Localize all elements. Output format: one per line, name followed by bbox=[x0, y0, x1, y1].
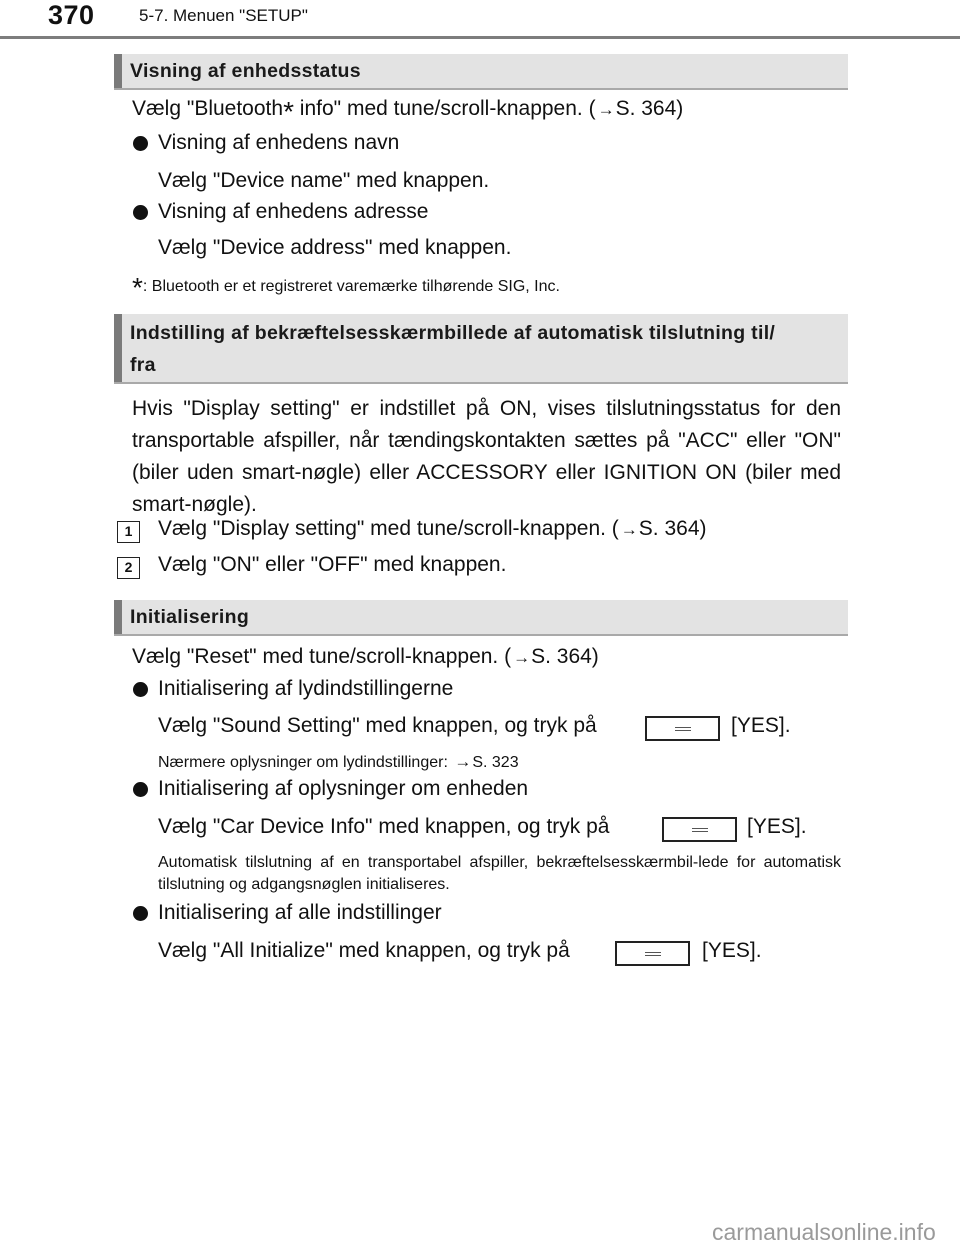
page-ref-link[interactable]: S. 364) bbox=[615, 97, 684, 120]
step-number-badge: 2 bbox=[117, 557, 140, 579]
bullet-icon bbox=[133, 682, 148, 697]
arrow-icon: → bbox=[620, 520, 638, 539]
s1-bullet2-title: Visning af enhedens adresse bbox=[158, 200, 429, 223]
heading-bar bbox=[114, 314, 122, 382]
s3-bullet1-text-b: [YES]. bbox=[731, 714, 791, 737]
section-heading-auto-connect bbox=[114, 314, 848, 384]
arrow-icon: → bbox=[597, 100, 615, 119]
s1-bullet2-text: Vælg "Device address" med knappen. bbox=[158, 236, 512, 259]
s2-step1: Vælg "Display setting" med tune/scroll-knappen. ( →S. 364) bbox=[158, 517, 707, 540]
s3-bullet2-title: Initialisering af oplysninger om enheden bbox=[158, 777, 529, 800]
s3-intro: Vælg "Reset" med tune/scroll-knappen. ( →S. 364) bbox=[132, 645, 599, 668]
s3-bullet3-text-a: Vælg "All Initialize" med knappen, og tryk på bbox=[158, 939, 570, 962]
s1-footnote: *: Bluetooth er et registreret varemærke tilhørende SIG, Inc. bbox=[132, 272, 560, 303]
heading-text-line2: fra bbox=[130, 354, 156, 376]
heading-text: Visning af enhedsstatus bbox=[130, 60, 361, 82]
s2-paragraph: Hvis "Display setting" er indstillet på ON, vises tilslutningsstatus for den transportable afspiller, når tændingskontakten sættes på "ACC" eller "ON" (biler uden smart-nøgle) eller ACCESSORY eller IGNITION ON (biler med smart-nøgle). bbox=[132, 397, 841, 516]
heading-bar bbox=[114, 600, 122, 634]
s1-intro: Vælg "Bluetooth* info" med tune/scroll-knappen. ( →S. 364) bbox=[132, 96, 684, 127]
step-number-badge: 1 bbox=[117, 521, 140, 543]
page-ref-link[interactable]: S. 364) bbox=[531, 645, 599, 668]
s3-bullet2-text-b: [YES]. bbox=[747, 815, 807, 838]
bullet-icon bbox=[133, 782, 148, 797]
s3-bullet1-text-a: Vælg "Sound Setting" med knappen, og tryk på bbox=[158, 714, 597, 737]
s3-bullet3-text-b: [YES]. bbox=[702, 939, 762, 962]
footnote-mark: * bbox=[283, 96, 294, 127]
page-ref-link[interactable]: S. 323 bbox=[472, 754, 519, 771]
s3-bullet3-title: Initialisering af alle indstillinger bbox=[158, 901, 442, 924]
heading-text-line1: Indstilling af bekræftelsesskærmbillede af automatisk tilslutning til/ bbox=[130, 322, 776, 344]
s3-bullet1-note: Nærmere oplysninger om lydindstillinger: →S. 323 bbox=[158, 752, 519, 771]
menu-button-icon bbox=[662, 817, 737, 842]
footnote-mark: * bbox=[132, 272, 143, 303]
heading-text: Initialisering bbox=[130, 606, 250, 628]
watermark: carmanualsonline.info bbox=[712, 1219, 936, 1245]
s2-step2: Vælg "ON" eller "OFF" med knappen. bbox=[158, 553, 507, 576]
bullet-icon bbox=[133, 205, 148, 220]
menu-button-icon bbox=[645, 716, 720, 741]
heading-bar bbox=[114, 54, 122, 88]
s1-bullet1-text: Vælg "Device name" med knappen. bbox=[158, 169, 490, 192]
s3-bullet2-text-a: Vælg "Car Device Info" med knappen, og tryk på bbox=[158, 815, 610, 838]
page-ref-link[interactable]: S. 364) bbox=[638, 517, 707, 540]
section-heading-device-status bbox=[114, 54, 848, 90]
arrow-icon: → bbox=[513, 648, 531, 667]
bullet-icon bbox=[133, 136, 148, 151]
section-title: 5-7. Menuen "SETUP" bbox=[139, 6, 308, 25]
bullet-icon bbox=[133, 906, 148, 921]
header-rule bbox=[0, 36, 960, 39]
page-number: 370 bbox=[48, 0, 95, 30]
section-heading-initialisering bbox=[114, 600, 848, 636]
arrow-icon: → bbox=[454, 752, 472, 771]
menu-button-icon bbox=[615, 941, 690, 966]
s1-bullet1-title: Visning af enhedens navn bbox=[158, 131, 400, 154]
s3-bullet1-title: Initialisering af lydindstillingerne bbox=[158, 677, 454, 700]
s3-bullet2-note: Automatisk tilslutning af en transportabel afspiller, bekræftelsesskærmbil-lede for automatisk tilslutning og adgangsnøglen initialiseres. bbox=[158, 854, 841, 893]
